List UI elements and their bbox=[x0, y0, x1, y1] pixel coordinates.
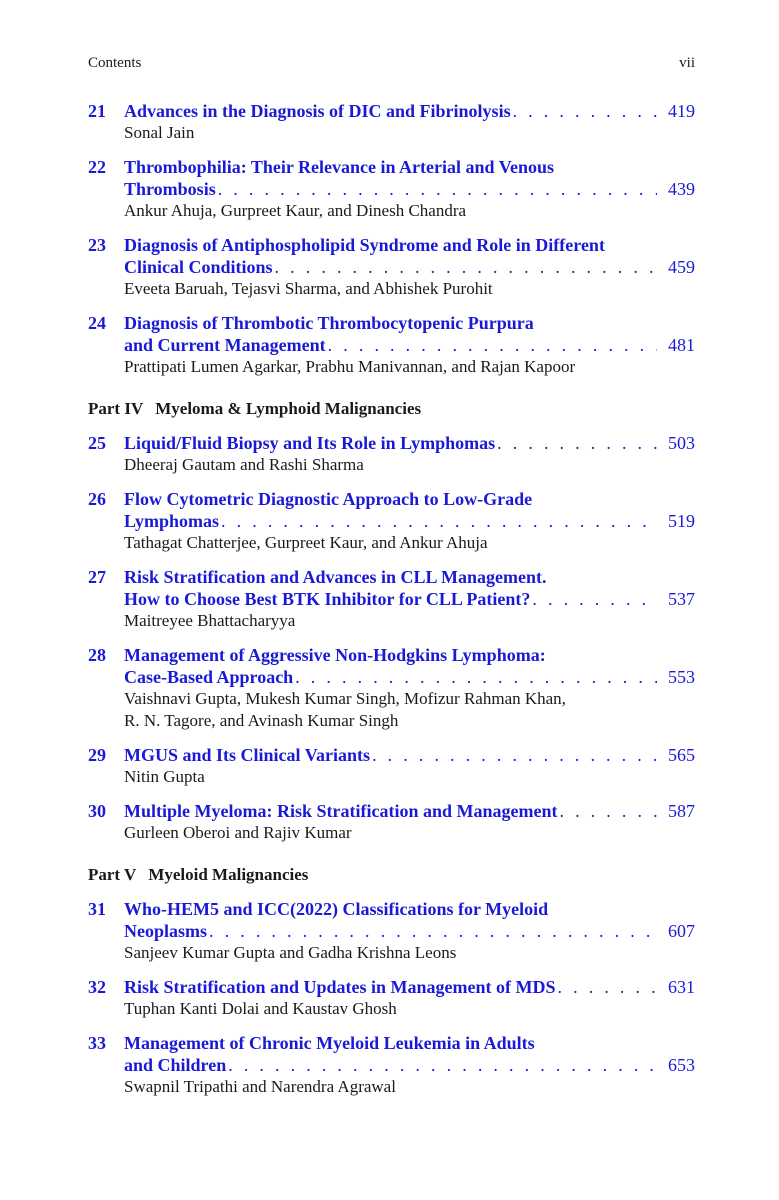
chapter-title-line[interactable] bbox=[124, 256, 695, 278]
running-header bbox=[88, 55, 695, 75]
chapter-number[interactable]: 23 bbox=[88, 235, 106, 255]
chapter-number[interactable]: 21 bbox=[88, 101, 106, 121]
chapter-number[interactable]: 30 bbox=[88, 801, 106, 821]
chapter-title-link[interactable]: MGUS and Its Clinical Variants bbox=[124, 745, 371, 765]
page-number-link[interactable]: 565 bbox=[668, 745, 695, 765]
toc-entry[interactable] bbox=[88, 566, 695, 632]
toc-entry[interactable] bbox=[88, 898, 695, 964]
dot-leader bbox=[275, 256, 657, 278]
chapter-title-line[interactable] bbox=[124, 334, 695, 356]
chapter-title-line[interactable] bbox=[124, 644, 695, 666]
chapter-title-link[interactable]: Diagnosis of Thrombotic Thrombocytopenic Purpura bbox=[124, 313, 534, 333]
chapter-number[interactable]: 26 bbox=[88, 489, 106, 509]
chapter-authors: Swapnil Tripathi and Narendra Agrawal bbox=[124, 1077, 396, 1096]
header-page-number: vii bbox=[679, 55, 695, 71]
dot-leader bbox=[497, 432, 657, 454]
page-number-link[interactable]: 419 bbox=[668, 101, 695, 121]
chapter-title-link[interactable]: Multiple Myeloma: Risk Stratification and Management bbox=[124, 801, 558, 821]
chapter-title-link[interactable]: Who-HEM5 and ICC(2022) Classifications for Myeloid bbox=[124, 899, 549, 919]
toc-entry[interactable] bbox=[88, 1032, 695, 1098]
dot-leader bbox=[532, 588, 657, 610]
chapter-title-line[interactable] bbox=[124, 1054, 695, 1076]
chapter-number[interactable]: 27 bbox=[88, 567, 106, 587]
dot-leader bbox=[221, 510, 657, 532]
dot-leader bbox=[513, 100, 657, 122]
chapter-authors: Vaishnavi Gupta, Mukesh Kumar Singh, Mofizur Rahman Khan, bbox=[124, 689, 566, 708]
chapter-title-line[interactable] bbox=[124, 1032, 695, 1054]
chapter-title-line[interactable] bbox=[124, 744, 695, 766]
page-number-link[interactable]: 607 bbox=[668, 921, 695, 941]
chapter-title-link[interactable]: Risk Stratification and Advances in CLL Management. bbox=[124, 567, 547, 587]
part-title: Myeloma & Lymphoid Malignancies bbox=[155, 399, 422, 418]
page-number-link[interactable]: 481 bbox=[668, 335, 695, 355]
toc-entry[interactable] bbox=[88, 488, 695, 554]
dot-leader bbox=[558, 976, 657, 998]
chapter-title-link[interactable]: Risk Stratification and Updates in Management of MDS bbox=[124, 977, 556, 997]
chapter-authors: Maitreyee Bhattacharyya bbox=[124, 611, 296, 630]
page-number-link[interactable]: 631 bbox=[668, 977, 695, 997]
page-number-link[interactable]: 553 bbox=[668, 667, 695, 687]
chapter-authors: Tathagat Chatterjee, Gurpreet Kaur, and Ankur Ahuja bbox=[124, 533, 488, 552]
chapter-title-line[interactable] bbox=[124, 666, 695, 688]
part-heading bbox=[88, 864, 695, 886]
dot-leader bbox=[228, 1054, 657, 1076]
chapter-title-line[interactable] bbox=[124, 178, 695, 200]
chapter-number[interactable]: 32 bbox=[88, 977, 106, 997]
chapter-number[interactable]: 31 bbox=[88, 899, 106, 919]
chapter-title-line[interactable] bbox=[124, 920, 695, 942]
dot-leader bbox=[295, 666, 657, 688]
page-number-link[interactable]: 519 bbox=[668, 511, 695, 531]
chapter-title-link[interactable]: Advances in the Diagnosis of DIC and Fibrinolysis bbox=[124, 101, 511, 121]
dot-leader bbox=[218, 178, 657, 200]
chapter-authors: Ankur Ahuja, Gurpreet Kaur, and Dinesh Chandra bbox=[124, 201, 467, 220]
chapter-number[interactable]: 25 bbox=[88, 433, 106, 453]
chapter-title-link[interactable]: Flow Cytometric Diagnostic Approach to Low-Grade bbox=[124, 489, 533, 509]
part-label: Part V bbox=[88, 865, 137, 884]
toc-entry[interactable] bbox=[88, 800, 695, 844]
toc-entry[interactable] bbox=[88, 976, 695, 1020]
chapter-number[interactable]: 29 bbox=[88, 745, 106, 765]
chapter-authors: Dheeraj Gautam and Rashi Sharma bbox=[124, 455, 364, 474]
toc-entry[interactable] bbox=[88, 644, 695, 732]
chapter-title-line[interactable] bbox=[124, 510, 695, 532]
chapter-title-link[interactable]: Management of Chronic Myeloid Leukemia in Adults bbox=[124, 1033, 535, 1053]
chapter-title-line[interactable] bbox=[124, 588, 695, 610]
chapter-number[interactable]: 22 bbox=[88, 157, 106, 177]
chapter-authors: Sonal Jain bbox=[124, 123, 195, 142]
chapter-title-link[interactable]: How to Choose Best BTK Inhibitor for CLL Patient? bbox=[124, 589, 531, 609]
chapter-title-line[interactable] bbox=[124, 898, 695, 920]
chapter-title-line[interactable] bbox=[124, 156, 695, 178]
chapter-title-link[interactable]: Case-Based Approach bbox=[124, 667, 294, 687]
part-heading bbox=[88, 398, 695, 420]
chapter-title-line[interactable] bbox=[124, 800, 695, 822]
chapter-number[interactable]: 24 bbox=[88, 313, 106, 333]
page-number-link[interactable]: 503 bbox=[668, 433, 695, 453]
page-number-link[interactable]: 653 bbox=[668, 1055, 695, 1075]
chapter-authors: Prattipati Lumen Agarkar, Prabhu Manivannan, and Rajan Kapoor bbox=[124, 357, 576, 376]
chapter-title-line[interactable] bbox=[124, 976, 695, 998]
chapter-title-link[interactable]: Management of Aggressive Non-Hodgkins Lymphoma: bbox=[124, 645, 546, 665]
header-section-title: Contents bbox=[88, 55, 142, 71]
chapter-title-line[interactable] bbox=[124, 432, 695, 454]
chapter-title-link[interactable]: Liquid/Fluid Biopsy and Its Role in Lymphomas bbox=[124, 433, 496, 453]
part-label: Part IV bbox=[88, 399, 144, 418]
table-of-contents bbox=[88, 100, 695, 1110]
chapter-authors: Gurleen Oberoi and Rajiv Kumar bbox=[124, 823, 352, 842]
chapter-title-link[interactable]: and Children bbox=[124, 1055, 227, 1075]
chapter-title-link[interactable]: Diagnosis of Antiphospholipid Syndrome and Role in Different bbox=[124, 235, 605, 255]
dot-leader bbox=[372, 744, 657, 766]
chapter-title-line[interactable] bbox=[124, 488, 695, 510]
chapter-title-link[interactable]: and Current Management bbox=[124, 335, 326, 355]
chapter-title-line[interactable] bbox=[124, 312, 695, 334]
chapter-authors: Tuphan Kanti Dolai and Kaustav Ghosh bbox=[124, 999, 397, 1018]
chapter-title-link[interactable]: Thrombophilia: Their Relevance in Arterial and Venous bbox=[124, 157, 555, 177]
page-number-link[interactable]: 537 bbox=[668, 589, 695, 609]
chapter-title-link[interactable]: Thrombosis bbox=[124, 179, 216, 199]
toc-entry[interactable] bbox=[88, 432, 695, 476]
toc-entry[interactable] bbox=[88, 312, 695, 378]
chapter-title-link[interactable]: Neoplasms bbox=[124, 921, 208, 941]
chapter-number[interactable]: 33 bbox=[88, 1033, 106, 1053]
dot-leader bbox=[328, 334, 657, 356]
chapter-authors: Sanjeev Kumar Gupta and Gadha Krishna Leons bbox=[124, 943, 457, 962]
toc-entry[interactable] bbox=[88, 744, 695, 788]
page-number-link[interactable]: 587 bbox=[668, 801, 695, 821]
toc-entry[interactable] bbox=[88, 234, 695, 300]
chapter-title-line[interactable] bbox=[124, 566, 695, 588]
dot-leader bbox=[209, 920, 657, 942]
toc-entry[interactable] bbox=[88, 100, 695, 144]
page-number-link[interactable]: 459 bbox=[668, 257, 695, 277]
page-number-link[interactable]: 439 bbox=[668, 179, 695, 199]
chapter-number[interactable]: 28 bbox=[88, 645, 106, 665]
chapter-title-line[interactable] bbox=[124, 100, 695, 122]
chapter-authors: Nitin Gupta bbox=[124, 767, 205, 786]
dot-leader bbox=[559, 800, 657, 822]
toc-entry[interactable] bbox=[88, 156, 695, 222]
chapter-authors: Eveeta Baruah, Tejasvi Sharma, and Abhishek Purohit bbox=[124, 279, 493, 298]
chapter-title-line[interactable] bbox=[124, 234, 695, 256]
part-title: Myeloid Malignancies bbox=[148, 865, 309, 884]
chapter-title-link[interactable]: Lymphomas bbox=[124, 511, 220, 531]
chapter-title-link[interactable]: Clinical Conditions bbox=[124, 257, 273, 277]
chapter-authors: R. N. Tagore, and Avinash Kumar Singh bbox=[124, 711, 399, 730]
